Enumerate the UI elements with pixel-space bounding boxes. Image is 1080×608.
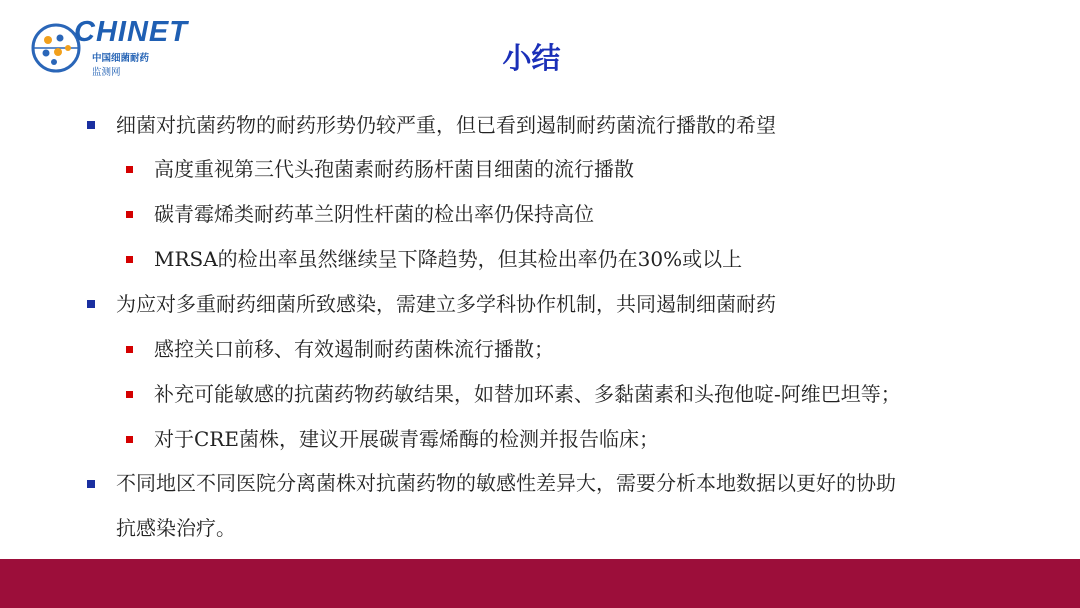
bullet-marker — [126, 211, 133, 218]
bullet-marker — [87, 300, 95, 308]
slide-title: 小结 — [502, 41, 561, 75]
bullet-item: 细菌对抗菌药物的耐药形势仍较严重，但已看到遏制耐药菌流行播散的希望 — [116, 113, 776, 137]
sub-bullet-item: 对于CRE菌株，建议开展碳青霉烯酶的检测并报告临床； — [154, 427, 659, 451]
sub-bullet-item: 感控关口前移、有效遏制耐药菌株流行播散； — [154, 337, 554, 361]
logo-subtitle: 监测网 — [92, 67, 121, 78]
bullet-marker — [126, 391, 133, 398]
logo-subtitle: 中国细菌耐药 — [92, 53, 150, 64]
bullet-item-continuation: 抗感染治疗。 — [116, 516, 236, 540]
bullet-marker — [126, 346, 133, 353]
bullet-marker — [126, 166, 133, 173]
sub-bullet-item: 碳青霉烯类耐药革兰阴性杆菌的检出率仍保持高位 — [154, 202, 594, 226]
logo-title: CHINET — [74, 16, 188, 48]
bullet-marker — [126, 256, 133, 263]
footer-bar — [0, 559, 1080, 608]
bullet-marker — [126, 436, 133, 443]
bullet-item: 不同地区不同医院分离菌株对抗菌药物的敏感性差异大，需要分析本地数据以更好的协助 — [116, 471, 896, 495]
bullet-item: 为应对多重耐药细菌所致感染，需建立多学科协作机制，共同遏制细菌耐药 — [116, 292, 776, 316]
bullet-marker — [87, 480, 95, 488]
bullet-marker — [87, 121, 95, 129]
sub-bullet-item: 补充可能敏感的抗菌药物药敏结果，如替加环素、多黏菌素和头孢他啶-阿维巴坦等； — [154, 382, 901, 406]
sub-bullet-item: MRSA的检出率虽然继续呈下降趋势，但其检出率仍在30%或以上 — [154, 247, 743, 271]
sub-bullet-item: 高度重视第三代头孢菌素耐药肠杆菌目细菌的流行播散 — [154, 157, 634, 181]
